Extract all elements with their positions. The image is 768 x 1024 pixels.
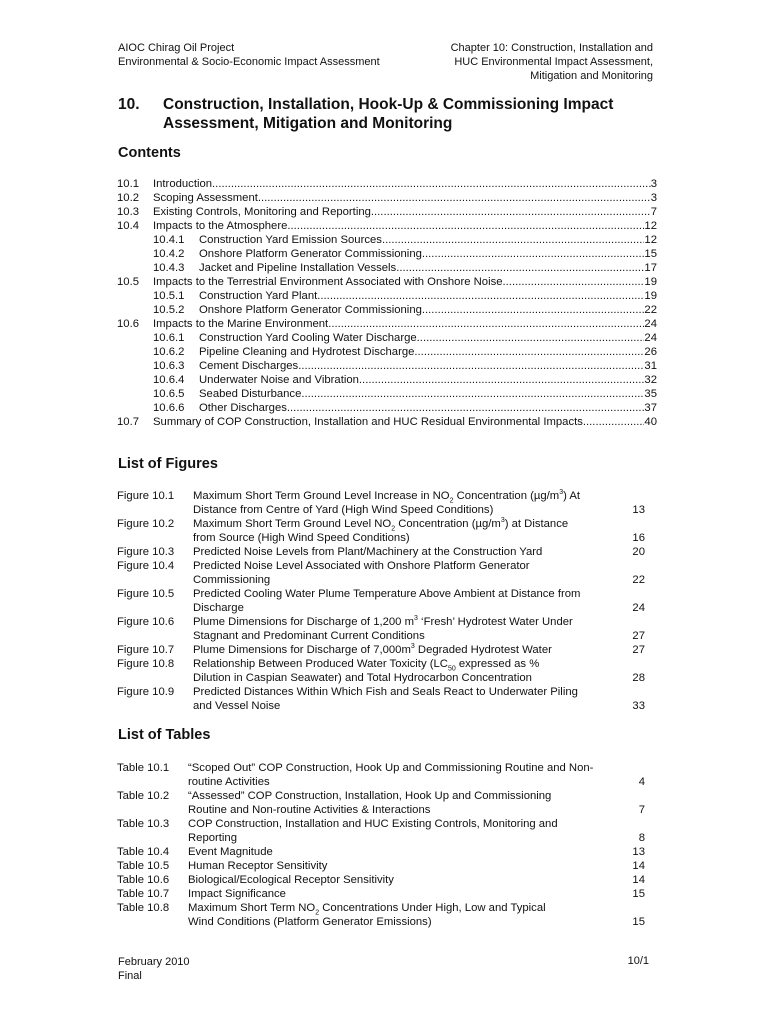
toc-entry-label: Scoping Assessment [153, 192, 258, 204]
table-caption-line1 [188, 873, 645, 887]
table-number: Table 10.3 [117, 818, 170, 830]
figure-page: 27 [632, 644, 645, 656]
table-caption-text [188, 845, 631, 859]
toc-entry-page: 12 [644, 234, 657, 246]
toc-entry[interactable] [117, 177, 657, 191]
chapter-header-line1: Chapter 10: Construction, Installation and [450, 42, 653, 54]
toc-dot-leader [298, 359, 644, 373]
toc-entry-page: 19 [644, 290, 657, 302]
figure-caption [193, 657, 645, 685]
figure-caption-text [193, 560, 530, 572]
figure-caption-line2 [193, 503, 645, 517]
project-name: AIOC Chirag Oil Project [118, 42, 235, 54]
figure-caption-line2 [193, 573, 645, 587]
list-of-figures [117, 489, 645, 713]
toc-entry-page: 7 [650, 206, 657, 218]
toc-entry[interactable] [117, 191, 657, 205]
table-page: 14 [632, 860, 645, 872]
table-caption-line2 [188, 775, 645, 789]
table-caption-part: Concentrations Under High, Low and Typical [319, 902, 546, 914]
toc-entry-page: 32 [644, 374, 657, 386]
table-caption-part: Biological/Ecological Receptor Sensitivity [188, 874, 394, 886]
toc-entry-label: Onshore Platform Generator Commissioning [199, 248, 422, 260]
toc-entry-number: 10.4.1 [153, 234, 185, 246]
toc-entry-number: 10.3 [117, 206, 139, 218]
toc-dot-leader [422, 247, 645, 261]
table-caption [188, 901, 645, 929]
table-number: Table 10.8 [117, 902, 170, 914]
toc-dot-leader [414, 345, 644, 359]
table-of-contents [117, 177, 657, 429]
toc-entry-number: 10.6.1 [153, 332, 185, 344]
toc-dot-leader [212, 177, 651, 191]
figure-page: 16 [632, 532, 645, 544]
figure-number: Figure 10.9 [117, 686, 175, 698]
toc-entry[interactable] [117, 401, 657, 415]
toc-dot-leader [396, 261, 644, 275]
toc-entry-label: Impacts to the Atmosphere [153, 220, 288, 232]
toc-entry-number: 10.6 [117, 318, 139, 330]
figure-caption-line2 [193, 699, 645, 713]
figure-caption-part: ‘Fresh’ Hydrotest Water Under [417, 616, 573, 628]
toc-dot-leader [328, 317, 644, 331]
toc-entry-number: 10.6.3 [153, 360, 185, 372]
toc-entry-label: Construction Yard Cooling Water Discharge [199, 332, 417, 344]
figure-number: Figure 10.1 [117, 490, 175, 502]
toc-entry-page: 22 [644, 304, 657, 316]
figure-caption-part: Predicted Noise Level Associated with Onshore Platform Generator [193, 560, 530, 572]
figure-caption-line2 [193, 671, 645, 685]
header-left [118, 41, 380, 69]
toc-entry-page: 19 [644, 276, 657, 288]
table-entry[interactable] [117, 845, 645, 859]
figure-caption-line1 [193, 657, 645, 671]
table-caption-part: Maximum Short Term NO [188, 902, 316, 914]
table-caption-part: “Scoped Out” COP Construction, Hook Up and Commissioning Routine and Non- [188, 762, 594, 774]
table-number: Table 10.6 [117, 874, 170, 886]
toc-dot-leader [583, 415, 645, 429]
figure-caption-line1 [193, 545, 645, 559]
toc-entry-number: 10.6.6 [153, 402, 185, 414]
figure-caption-part: ) At [563, 490, 581, 502]
footer [118, 955, 190, 983]
figure-entry[interactable] [117, 587, 645, 615]
toc-entry[interactable] [117, 359, 657, 373]
toc-entry-label: Construction Yard Emission Sources [199, 234, 382, 246]
tables-heading: List of Tables [118, 727, 211, 743]
figure-caption-text [193, 658, 540, 673]
figure-number: Figure 10.5 [117, 588, 175, 600]
toc-dot-leader [258, 191, 651, 205]
table-caption-line1 [188, 887, 645, 901]
figure-caption [193, 489, 645, 517]
figure-entry[interactable] [117, 657, 645, 685]
toc-entry-page: 24 [644, 332, 657, 344]
table-caption-line1 [188, 845, 645, 859]
toc-entry-number: 10.5 [117, 276, 139, 288]
figures-heading: List of Figures [118, 456, 218, 472]
table-entry[interactable] [117, 901, 645, 929]
figure-caption-text [193, 517, 569, 533]
table-caption-line1 [188, 817, 645, 831]
table-caption-text: Reporting [188, 832, 237, 844]
table-number: Table 10.4 [117, 846, 170, 858]
figure-caption [193, 685, 645, 713]
figure-caption-part: Maximum Short Term Ground Level NO [193, 518, 392, 530]
toc-entry-page: 24 [644, 318, 657, 330]
toc-entry[interactable] [117, 261, 657, 275]
figure-page: 27 [632, 630, 645, 642]
toc-entry-page: 3 [650, 192, 657, 204]
figure-number: Figure 10.8 [117, 658, 175, 670]
page-number: 10/1 [627, 955, 649, 967]
table-caption-line2 [188, 831, 645, 845]
figure-caption-line1 [193, 489, 645, 503]
table-number: Table 10.2 [117, 790, 170, 802]
figure-caption-text [193, 489, 581, 505]
table-entry[interactable] [117, 817, 645, 845]
figure-subscript: 2 [449, 497, 454, 505]
table-page: 14 [632, 874, 645, 886]
toc-entry-number: 10.6.2 [153, 346, 185, 358]
figure-subscript: 2 [391, 525, 396, 533]
table-caption-part: Impact Significance [188, 888, 286, 900]
table-caption-text [188, 859, 631, 873]
figure-entry[interactable] [117, 615, 645, 643]
toc-entry-number: 10.4.3 [153, 262, 185, 274]
toc-dot-leader [371, 205, 651, 219]
table-page: 13 [632, 846, 645, 858]
figure-caption-part: Concentration (µg/m [453, 490, 560, 502]
toc-entry-page: 12 [644, 220, 657, 232]
toc-dot-leader [317, 289, 644, 303]
figure-page: 20 [632, 546, 645, 558]
table-caption-line2 [188, 915, 645, 929]
figure-entry[interactable] [117, 489, 645, 517]
figure-caption-line1 [193, 559, 645, 573]
table-caption-line1 [188, 789, 645, 803]
table-caption-text [188, 873, 631, 887]
figure-caption-part: Plume Dimensions for Discharge of 7,000m [193, 644, 411, 656]
table-caption-text: Wind Conditions (Platform Generator Emissions) [188, 916, 432, 928]
figure-caption-part: Predicted Distances Within Which Fish and Seals React to Underwater Piling [193, 686, 578, 698]
table-caption-part: Event Magnitude [188, 846, 273, 858]
toc-entry-number: 10.5.1 [153, 290, 185, 302]
table-number: Table 10.5 [117, 860, 170, 872]
figure-caption-line1 [193, 643, 645, 657]
table-caption-text [188, 790, 551, 802]
table-caption [188, 845, 645, 859]
figure-entry[interactable] [117, 545, 645, 559]
toc-entry[interactable] [117, 275, 657, 289]
table-entry[interactable] [117, 873, 645, 887]
figure-caption-text [193, 545, 631, 559]
toc-entry[interactable] [117, 387, 657, 401]
figure-caption-line1 [193, 615, 645, 629]
figure-entry[interactable] [117, 559, 645, 587]
chapter-title-line1: Construction, Installation, Hook-Up & Commissioning Impact [163, 96, 614, 113]
table-caption-text [188, 818, 558, 830]
toc-entry-label: Introduction [153, 178, 213, 190]
table-caption-part: COP Construction, Installation and HUC Existing Controls, Monitoring and [188, 818, 558, 830]
figure-caption-part: Predicted Cooling Water Plume Temperature Above Ambient at Distance from [193, 588, 581, 600]
figure-entry[interactable] [117, 517, 645, 545]
table-page: 8 [638, 832, 645, 844]
table-caption-text [188, 762, 593, 774]
figure-caption-part: Plume Dimensions for Discharge of 1,200 m [193, 616, 415, 628]
toc-entry[interactable] [117, 317, 657, 331]
figure-caption-text [193, 616, 573, 628]
figure-number: Figure 10.2 [117, 518, 175, 530]
figure-caption [193, 517, 645, 545]
figure-caption [193, 643, 645, 657]
toc-dot-leader [359, 373, 645, 387]
list-of-tables [117, 761, 645, 929]
figure-caption-text: and Vessel Noise [193, 700, 281, 712]
figure-caption-line2 [193, 531, 645, 545]
figure-caption-line1 [193, 685, 645, 699]
toc-entry-label: Jacket and Pipeline Installation Vessels [199, 262, 397, 274]
toc-entry[interactable] [117, 373, 657, 387]
toc-entry-label: Seabed Disturbance [199, 388, 302, 400]
figure-caption [193, 587, 645, 615]
toc-entry-label: Pipeline Cleaning and Hydrotest Discharge [199, 346, 415, 358]
toc-dot-leader [382, 233, 644, 247]
table-caption [188, 789, 645, 817]
toc-entry-page: 3 [650, 178, 657, 190]
contents-heading: Contents [118, 145, 181, 161]
toc-entry[interactable] [117, 331, 657, 345]
toc-entry[interactable] [117, 219, 657, 233]
table-caption [188, 761, 645, 789]
toc-entry-number: 10.1 [117, 178, 139, 190]
document-title: Environmental & Socio-Economic Impact Assessment [118, 56, 380, 68]
table-caption [188, 887, 645, 901]
table-caption-line2 [188, 803, 645, 817]
figure-caption-text: Commissioning [193, 574, 271, 586]
chapter-header-line2: HUC Environmental Impact Assessment, [454, 56, 653, 68]
table-caption-line1 [188, 859, 645, 873]
toc-entry-number: 10.4 [117, 220, 139, 232]
header-right [451, 41, 653, 83]
toc-entry-page: 35 [644, 388, 657, 400]
figure-number: Figure 10.3 [117, 546, 175, 558]
table-number: Table 10.1 [117, 762, 170, 774]
chapter-title [118, 95, 678, 133]
toc-entry-label: Onshore Platform Generator Commissioning [199, 304, 422, 316]
toc-entry-page: 15 [644, 248, 657, 260]
figure-caption-line1 [193, 517, 645, 531]
chapter-number: 10. [118, 96, 140, 113]
figure-caption-part: Predicted Noise Levels from Plant/Machinery at the Construction Yard [193, 546, 543, 558]
figure-caption-text: Stagnant and Predominant Current Conditions [193, 630, 425, 642]
table-caption [188, 817, 645, 845]
table-entry[interactable] [117, 887, 645, 901]
table-entry[interactable] [117, 761, 645, 789]
figure-entry[interactable] [117, 643, 645, 657]
table-page: 7 [638, 804, 645, 816]
chapter-title-line2: Assessment, Mitigation and Monitoring [163, 115, 453, 132]
figure-caption-line2 [193, 601, 645, 615]
figure-caption-part: expressed as % [455, 658, 540, 670]
toc-entry-number: 10.7 [117, 416, 139, 428]
toc-entry-number: 10.6.4 [153, 374, 185, 386]
table-caption-part: “Assessed” COP Construction, Installation, Hook Up and Commissioning [188, 790, 552, 802]
toc-entry-page: 26 [644, 346, 657, 358]
figure-caption-part: ) at Distance [504, 518, 569, 530]
table-page: 15 [632, 916, 645, 928]
figure-entry[interactable] [117, 685, 645, 713]
table-number: Table 10.7 [117, 888, 170, 900]
figure-superscript: 3 [500, 517, 505, 525]
figure-caption-part: Degraded Hydrotest Water [414, 644, 552, 656]
figure-superscript: 3 [410, 643, 415, 651]
figure-page: 28 [632, 672, 645, 684]
toc-entry-number: 10.5.2 [153, 304, 185, 316]
figure-number: Figure 10.6 [117, 616, 175, 628]
table-caption [188, 873, 645, 887]
toc-entry-page: 37 [644, 402, 657, 414]
figure-caption-text: Distance from Centre of Yard (High Wind Speed Conditions) [193, 504, 494, 516]
table-caption-text [188, 902, 546, 917]
figure-caption [193, 615, 645, 643]
toc-dot-leader [287, 401, 645, 415]
table-page: 4 [638, 776, 645, 788]
toc-entry-number: 10.4.2 [153, 248, 185, 260]
table-page: 15 [632, 888, 645, 900]
toc-entry-label: Cement Discharges [199, 360, 299, 372]
table-entry[interactable] [117, 859, 645, 873]
figure-number: Figure 10.4 [117, 560, 175, 572]
toc-entry-label: Existing Controls, Monitoring and Reporting [153, 206, 371, 218]
toc-entry-page: 31 [644, 360, 657, 372]
table-subscript: 2 [315, 909, 320, 917]
table-caption-text: Routine and Non-routine Activities & Interactions [188, 804, 431, 816]
toc-entry-label: Summary of COP Construction, Installation and HUC Residual Environmental Impacts [153, 416, 583, 428]
toc-entry[interactable] [117, 345, 657, 359]
figure-caption-text [193, 643, 631, 657]
toc-entry[interactable] [117, 289, 657, 303]
toc-entry-label: Other Discharges [199, 402, 287, 414]
toc-dot-leader [287, 219, 644, 233]
toc-entry[interactable] [117, 233, 657, 247]
figure-page: 24 [632, 602, 645, 614]
toc-dot-leader [503, 275, 645, 289]
toc-entry[interactable] [117, 415, 657, 429]
toc-entry[interactable] [117, 205, 657, 219]
footer-status: Final [118, 970, 142, 982]
chapter-header-line3: Mitigation and Monitoring [530, 70, 653, 82]
figure-page: 13 [632, 504, 645, 516]
toc-entry[interactable] [117, 247, 657, 261]
table-caption [188, 859, 645, 873]
toc-entry-label: Construction Yard Plant [199, 290, 318, 302]
figure-subscript: 50 [447, 665, 456, 673]
toc-entry-label: Underwater Noise and Vibration [199, 374, 359, 386]
figure-page: 33 [632, 700, 645, 712]
figure-caption-line1 [193, 587, 645, 601]
table-caption-part: Human Receptor Sensitivity [188, 860, 328, 872]
table-caption-text: routine Activities [188, 776, 270, 788]
table-entry[interactable] [117, 789, 645, 817]
figure-caption [193, 545, 645, 559]
figure-superscript: 3 [559, 489, 564, 497]
table-caption-text [188, 887, 631, 901]
toc-entry[interactable] [117, 303, 657, 317]
figure-caption-text: Discharge [193, 602, 244, 614]
toc-entry-label: Impacts to the Terrestrial Environment Associated with Onshore Noise [153, 276, 503, 288]
figure-caption-line2 [193, 629, 645, 643]
figure-page: 22 [632, 574, 645, 586]
figure-caption-text [193, 686, 578, 698]
toc-dot-leader [301, 387, 644, 401]
table-caption-line1 [188, 901, 645, 915]
figure-caption-text [193, 588, 580, 600]
figure-caption-text: Dilution in Caspian Seawater) and Total Hydrocarbon Concentration [193, 672, 532, 684]
toc-entry-label: Impacts to the Marine Environment [153, 318, 329, 330]
table-caption-line1 [188, 761, 645, 775]
figure-superscript: 3 [414, 615, 418, 623]
toc-entry-number: 10.6.5 [153, 388, 185, 400]
figure-caption-part: Concentration (µg/m [395, 518, 501, 530]
footer-date: February 2010 [118, 956, 190, 968]
figure-caption-text: from Source (High Wind Speed Conditions) [193, 532, 410, 544]
figure-caption-part: Relationship Between Produced Water Toxicity (LC [193, 658, 448, 670]
toc-dot-leader [417, 331, 645, 345]
toc-entry-number: 10.2 [117, 192, 139, 204]
toc-entry-page: 40 [644, 416, 657, 428]
toc-dot-leader [422, 303, 645, 317]
toc-entry-page: 17 [644, 262, 657, 274]
figure-caption [193, 559, 645, 587]
figure-caption-part: Maximum Short Term Ground Level Increase in NO [193, 490, 450, 502]
figure-number: Figure 10.7 [117, 644, 175, 656]
